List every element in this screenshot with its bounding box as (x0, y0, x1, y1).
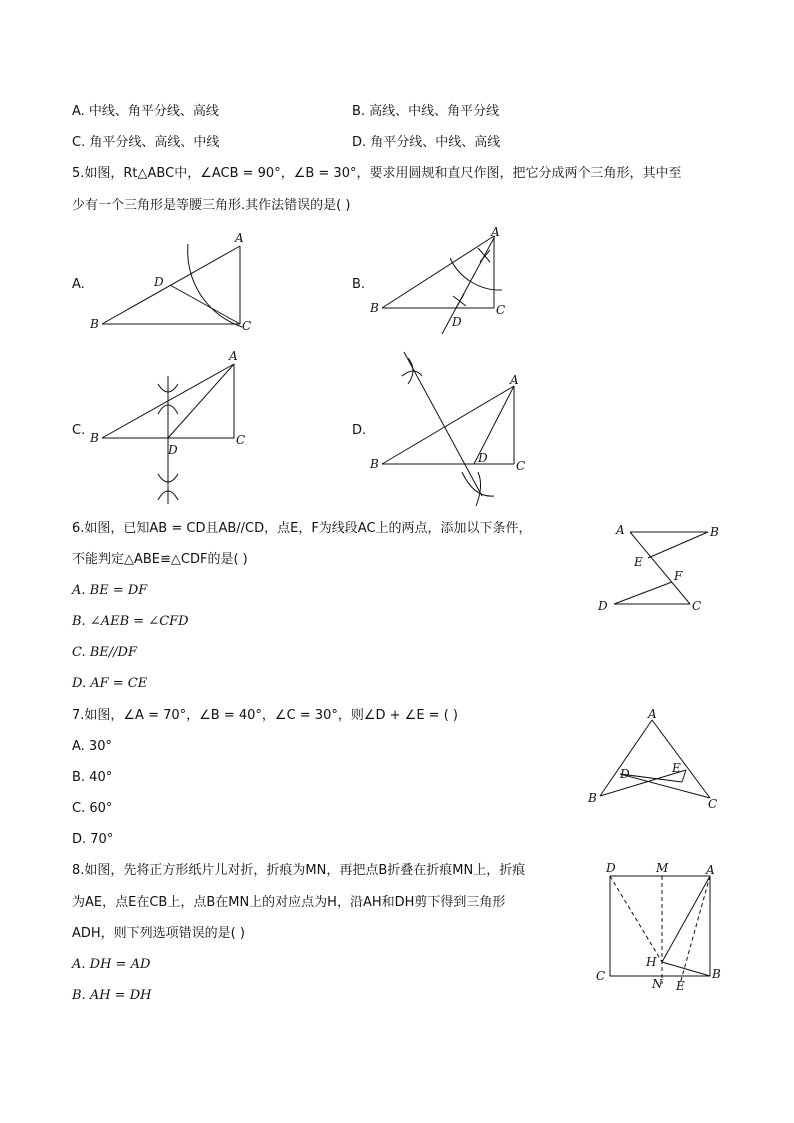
q8-figure (592, 860, 732, 998)
fig-d-label: D. (352, 423, 367, 438)
point-label-q5-pt_b: B (90, 317, 99, 331)
fig-b-label: B. (352, 277, 366, 292)
point-label-q5-pt_c: C (236, 433, 246, 447)
point-label-q5-pt_d: D (478, 451, 488, 465)
point-label-q6-pt_b: B (710, 525, 719, 539)
q7-option-b: B. 40° (72, 770, 113, 785)
point-label-q5-pt_b: B (370, 301, 379, 315)
q4-option-c: C. 角平分线、高线、中线 (72, 135, 220, 150)
point-label-q6-pt_e: E (634, 555, 643, 569)
point-label-q7-pt_c: C (708, 797, 718, 811)
point-label-q8-pt_d: D (606, 861, 616, 875)
q8-option-a: A. DH = AD (72, 957, 151, 972)
q6-option-c: C. BE//DF (72, 645, 137, 660)
point-label-q7-pt_b: B (588, 791, 597, 805)
q5-stem-line2: 少有一个三角形是等腰三角形.其作法错误的是( ) (72, 198, 351, 213)
q4-option-b: B. 高线、中线、角平分线 (352, 104, 500, 119)
q8-stem-line3: ADH，则下列选项错误的是( ) (72, 926, 245, 941)
point-label-q8-pt_a: A (706, 863, 715, 877)
point-label-q7-pt_e: E (672, 761, 681, 775)
point-label-q5-pt_d: D (168, 443, 178, 457)
q7-option-a: A. 30° (72, 739, 112, 754)
point-label-q7-pt_d: D (620, 767, 630, 781)
point-label-q7-pt_a: A (648, 707, 657, 721)
q5-figure-d (350, 346, 550, 506)
q5-figure-c (70, 346, 270, 506)
point-label-q8-pt_m: M (656, 861, 669, 875)
q6-option-a: A. BE = DF (72, 583, 148, 598)
point-label-q5-pt_a: A (510, 373, 519, 387)
q5-figure-b (350, 222, 530, 337)
point-label-q5-pt_b: B (370, 457, 379, 471)
fig-a-label: A. (72, 277, 85, 292)
point-label-q5-pt_c: C (496, 303, 506, 317)
q6-stem-line2: 不能判定△ABE≌△CDF的是( ) (72, 552, 248, 567)
point-label-q5-pt_c: C (516, 459, 526, 473)
fig-c-label: C. (72, 423, 86, 438)
point-label-q8-pt_c: C (596, 969, 606, 983)
q6-option-d: D. AF = CE (72, 676, 148, 691)
point-label-q5-pt_a: A (229, 349, 238, 363)
q6-option-b: B. ∠AEB = ∠CFD (72, 614, 189, 629)
point-label-q6-pt_a: A (616, 523, 625, 537)
q8-stem-line2: 为AE，点E在CB上，点B在MN上的对应点为H，沿AH和DH剪下得到三角形 (72, 895, 506, 910)
q6-stem-line1: 6.如图，已知AB = CD且AB//CD，点E，F为线段AC上的两点，添加以下条件， (72, 521, 532, 536)
point-label-q5-pt_a: A (491, 225, 500, 239)
q5-stem-line1: 5.如图，Rt△ABC中，∠ACB = 90°，∠B = 30°，要求用圆规和直尺作图，把它分成两个三角形，其中至 (72, 166, 682, 181)
q8-stem-line1: 8.如图，先将正方形纸片儿对折，折痕为MN，再把点B折叠在折痕MN上，折痕 (72, 863, 526, 878)
q8-option-b: B. AH = DH (72, 988, 152, 1003)
point-label-q5-pt_b: B (90, 431, 99, 445)
point-label-q8-pt_e: E (676, 979, 685, 993)
point-label-q8-pt_b: B (712, 967, 721, 981)
q4-option-d: D. 角平分线、中线、高线 (352, 135, 501, 150)
point-label-q5-pt_d: D (154, 275, 164, 289)
q5-figure-a (70, 228, 270, 338)
q7-option-c: C. 60° (72, 801, 113, 816)
point-label-q8-pt_n: N (652, 977, 663, 991)
point-label-q6-pt_f: F (674, 569, 683, 583)
point-label-q5-pt_c: C (242, 319, 252, 333)
q7-figure (584, 706, 724, 812)
point-label-q6-pt_d: D (598, 599, 608, 613)
q7-option-d: D. 70° (72, 832, 114, 847)
point-label-q6-pt_c: C (692, 599, 702, 613)
q7-stem: 7.如图，∠A = 70°，∠B = 40°，∠C = 30°，则∠D + ∠E = ( ) (72, 708, 458, 723)
q6-figure (596, 520, 726, 616)
point-label-q5-pt_a: A (235, 231, 244, 245)
point-label-q8-pt_h: H (646, 955, 657, 969)
point-label-q5-pt_d: D (452, 315, 462, 329)
q4-option-a: A. 中线、角平分线、高线 (72, 104, 219, 119)
